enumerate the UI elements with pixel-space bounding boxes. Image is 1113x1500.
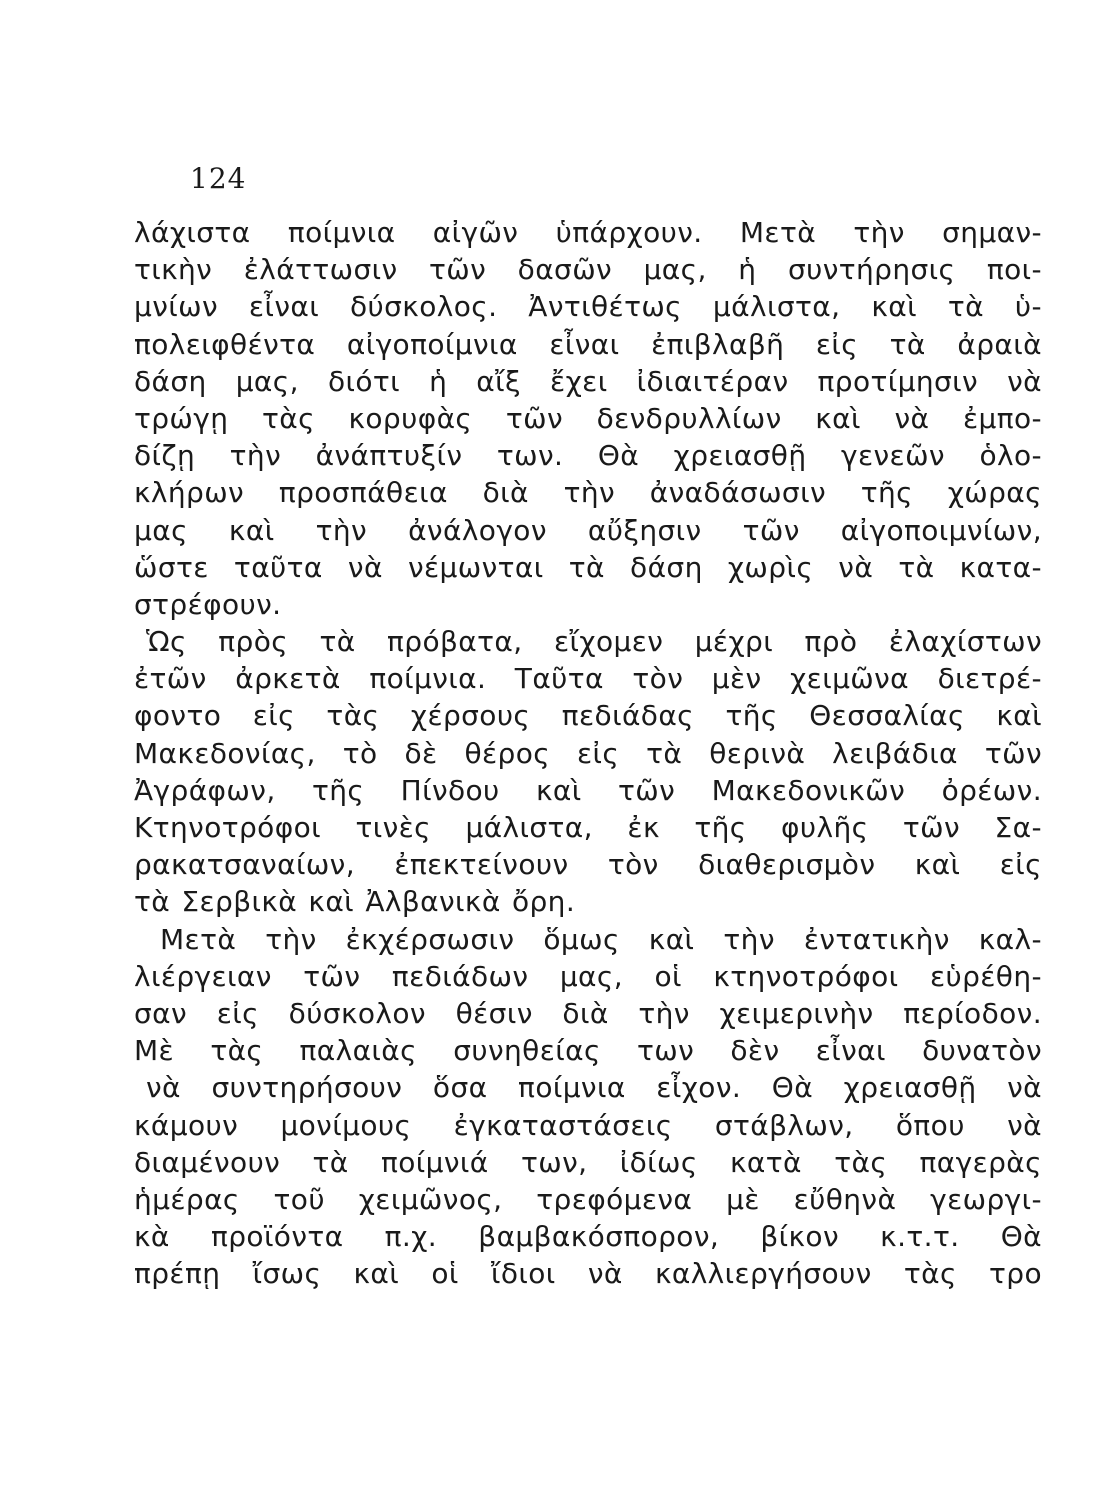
text-line: Μακεδονίας, τὸ δὲ θέρος εἰς τὰ θερινὰ λειβάδια τῶν bbox=[134, 736, 1042, 770]
text-line: δίζῃ τὴν ἀνάπτυξίν των. Θὰ χρειασθῇ γενεῶν ὁλο- bbox=[134, 439, 1042, 473]
text-line: Κτηνοτρόφοι τινὲς μάλιστα, ἐκ τῆς φυλῆς τῶν Σα- bbox=[134, 811, 1042, 844]
text-line: μνίων εἶναι δύσκολος. Ἀντιθέτως μάλιστα, καὶ τὰ ὑ- bbox=[134, 290, 1042, 324]
text-line: ὥστε ταῦτα νὰ νέμωνται τὰ δάση χωρὶς νὰ τὰ κατα- bbox=[134, 550, 1042, 584]
page-number: 124 bbox=[190, 162, 247, 195]
text-line: δάση μας, διότι ἡ αἴξ ἔχει ἰδιαιτέραν προτίμησιν νὰ bbox=[134, 364, 1042, 398]
text-line: Ὡς πρὸς τὰ πρόβατα, εἴχομεν μέχρι πρὸ ἐλαχίστων bbox=[146, 625, 1042, 659]
text-line: κλήρων προσπάθεια διὰ τὴν ἀναδάσωσιν τῆς χώρας bbox=[134, 476, 1042, 510]
text-line: κὰ προϊόντα π.χ. βαμβακόσπορον, βίκον κ.τ.τ. Θὰ bbox=[134, 1220, 1042, 1254]
text-line: διαμένουν τὰ ποίμνιά των, ἰδίως κατὰ τὰς παγερὰς bbox=[134, 1145, 1042, 1179]
text-line: σαν εἰς δύσκολον θέσιν διὰ τὴν χειμερινὴν περίοδον. bbox=[134, 996, 1042, 1030]
text-line: Μὲ τὰς παλαιὰς συνηθείας των δὲν εἶναι δυνατὸν bbox=[134, 1034, 1042, 1068]
text-line: ἡμέρας τοῦ χειμῶνος, τρεφόμενα μὲ εὔθηνὰ γεωργι- bbox=[134, 1182, 1042, 1216]
text-line: κάμουν μονίμους ἐγκαταστάσεις στάβλων, ὅπου νὰ bbox=[134, 1108, 1042, 1142]
text-line: πολειφθέντα αἰγοποίμνια εἶναι ἐπιβλαβῆ εἰς τὰ ἀραιὰ bbox=[134, 327, 1042, 361]
text-line: Ἀγράφων, τῆς Πίνδου καὶ τῶν Μακεδονικῶν ὀρέων. bbox=[134, 773, 1042, 807]
text-line: λάχιστα ποίμνια αἰγῶν ὑπάρχουν. Μετὰ τὴν σημαν- bbox=[134, 216, 1042, 249]
text-line: τρώγῃ τὰς κορυφὰς τῶν δενδρυλλίων καὶ νὰ ἐμπο- bbox=[134, 401, 1042, 435]
text-line: μας καὶ τὴν ἀνάλογον αὔξησιν τῶν αἰγοποιμνίων, bbox=[134, 513, 1042, 547]
text-line: φοντο εἰς τὰς χέρσους πεδιάδας τῆς Θεσσαλίας καὶ bbox=[134, 699, 1042, 733]
text-line: νὰ συντηρήσουν ὅσα ποίμνια εἶχον. Θὰ χρειασθῇ νὰ bbox=[146, 1071, 1042, 1105]
text-line: λιέργειαν τῶν πεδιάδων μας, οἱ κτηνοτρόφοι εὑρέθη- bbox=[134, 959, 1042, 993]
text-line: ρακατσαναίων, ἐπεκτείνουν τὸν διαθερισμὸν καὶ εἰς bbox=[134, 848, 1042, 882]
text-line: πρέπῃ ἴσως καὶ οἱ ἴδιοι νὰ καλλιεργήσουν τὰς τρο bbox=[134, 1257, 1042, 1291]
body-text bbox=[134, 214, 1042, 1292]
text-line: στρέφουν. bbox=[134, 587, 282, 621]
text-line: ἐτῶν ἀρκετὰ ποίμνια. Ταῦτα τὸν μὲν χειμῶνα διετρέ- bbox=[134, 662, 1042, 696]
text-line: Μετὰ τὴν ἐκχέρσωσιν ὅμως καὶ τὴν ἐντατικὴν καλ- bbox=[160, 922, 1042, 956]
text-line: τὰ Σερβικὰ καὶ Ἀλβανικὰ ὄρη. bbox=[134, 885, 576, 919]
text-line: τικὴν ἐλάττωσιν τῶν δασῶν μας, ἡ συντήρησις ποι- bbox=[134, 253, 1042, 287]
